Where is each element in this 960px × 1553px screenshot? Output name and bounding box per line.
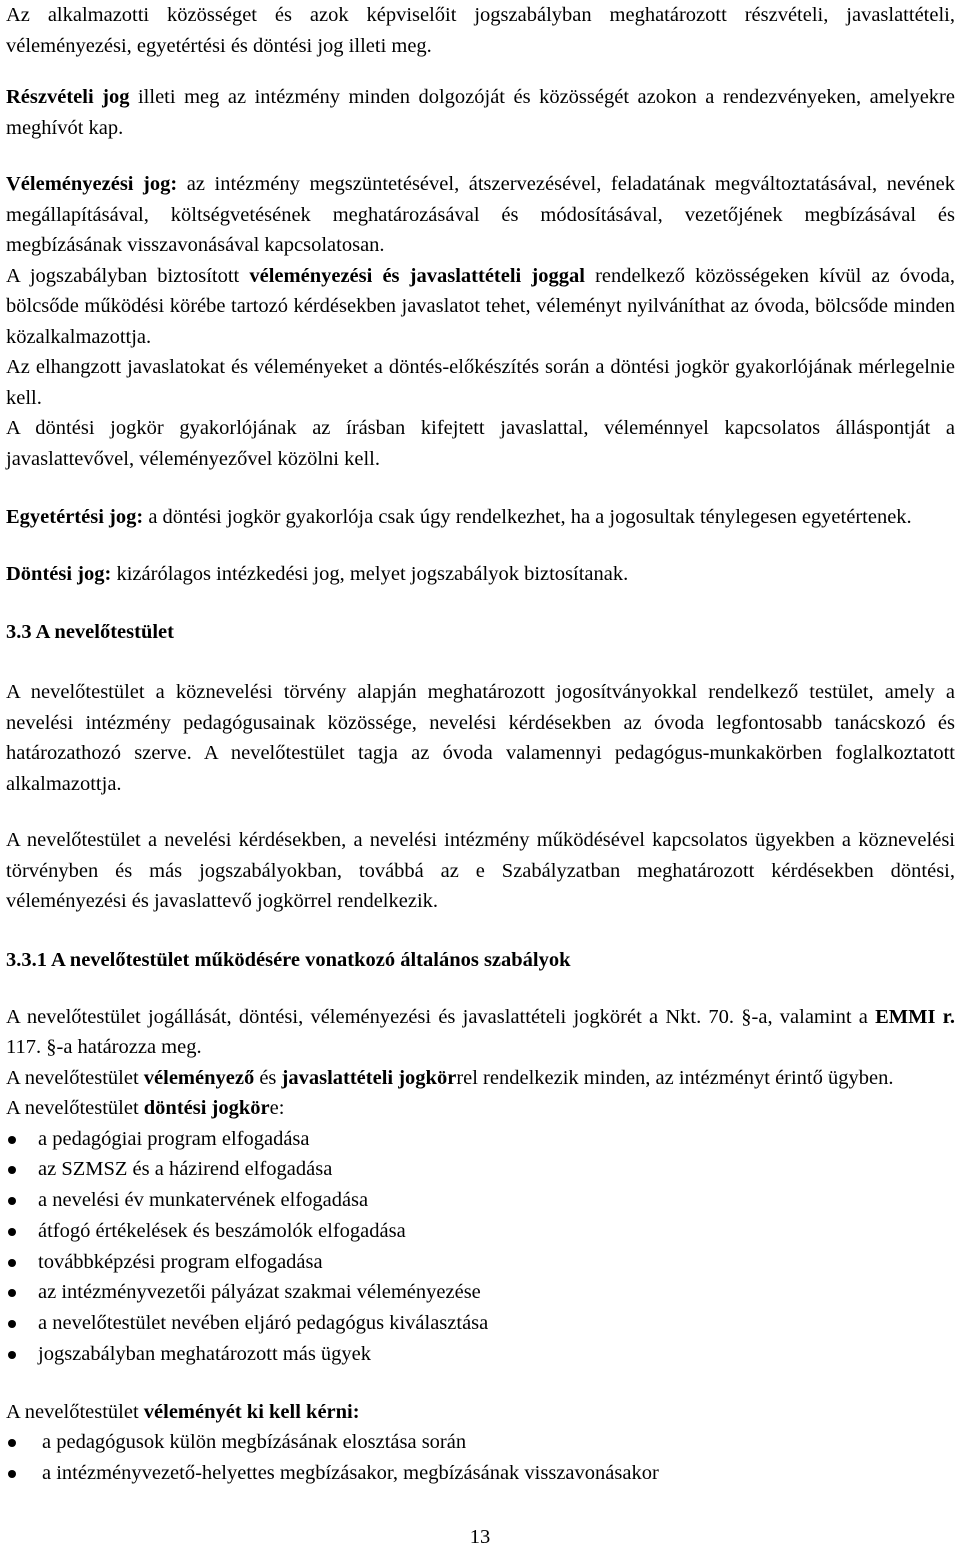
list-item: a pedagógusok külön megbízásának elosztása során	[6, 1427, 955, 1458]
text: A jogszabályban biztosított	[6, 264, 250, 287]
text: a döntési jogkör gyakorlója csak úgy rendelkezhet, ha a jogosultak ténylegesen egyetértenek.	[143, 506, 912, 528]
text: A nevelőtestület jogállását, döntési, véleményezési és javaslattételi jogkörét a Nkt. 70. §-a, valamint a	[6, 1005, 876, 1028]
text: illeti meg az intézmény minden dolgozóját és közösségét azokon a rendezvényeken, amelyekre meghívót kap.	[6, 86, 955, 139]
term-emmi: EMMI r.	[875, 1005, 955, 1028]
paragraph-decision-competence-intro	[6, 1093, 955, 1124]
list-item: a pedagógiai program elfogadása	[6, 1124, 955, 1155]
section-heading-3-3: 3.3 A nevelőtestület	[6, 621, 174, 643]
text: kizárólagos intézkedési jog, melyet jogszabályok biztosítanak.	[111, 562, 629, 585]
list-item: az intézményvezetői pályázat szakmai véleményezése	[6, 1277, 955, 1308]
paragraph-opinion-right	[6, 169, 955, 261]
paragraph-legal-status	[6, 1002, 955, 1063]
document-page	[6, 0, 955, 1489]
text: Az elhangzott javaslatokat és véleményeket a döntés-előkészítés során a döntési jogkör gyakorlójának mérlegelnie kell.	[6, 356, 955, 409]
paragraph-staff-definition	[6, 677, 955, 799]
text: A nevelőtestület a köznevelési törvény alapján meghatározott jogosítványokkal rendelkező testület, amely a nevelési intézmény pedagógusainak közössége, nevelési kérdésekben az óvoda legfontosabb tanácskozó és határozathozó szerve. A nevelőtestület tagja az óvoda valamennyi pedagógus-munkakörben foglalkoztatott alkalmazottja.	[6, 681, 955, 795]
term-opinion: véleményező	[143, 1066, 255, 1089]
text: Az alkalmazotti közösséget és azok képviselőit jogszabályban meghatározott részvételi, javaslattételi, véleményezési, egyetértési és döntési jog illeti meg.	[6, 4, 955, 57]
text: A döntési jogkör gyakorlójának az írásban kifejtett javaslattal, véleménnyel kapcsolatos álláspontját a javaslattevővel, véleményezővel közölni kell.	[6, 417, 955, 470]
decision-competence-list	[6, 1124, 955, 1370]
paragraph-proposal-right	[6, 261, 955, 353]
text: A nevelőtestület a nevelési kérdésekben, a nevelési intézmény működésével kapcsolatos ügyekben a köznevelési törvényben és más jogszabályokban, továbbá az e Szabályzatban meghatározott kérdésekben döntési, véleményezési és javaslattevő jogkörrel rendelkezik.	[6, 829, 955, 912]
text: A nevelőtestület	[6, 1097, 144, 1119]
term-opinion-proposal: véleményezési és javaslattételi joggal	[249, 264, 585, 287]
paragraph-consent-right	[6, 502, 955, 533]
text: A nevelőtestület	[6, 1066, 144, 1089]
text: 117. §-a határozza meg.	[6, 1036, 202, 1058]
text: A nevelőtestület	[6, 1400, 144, 1423]
term-opinion-right: Véleményezési jog:	[6, 173, 178, 195]
term-opinion-required: véleményét ki kell kérni:	[143, 1400, 360, 1423]
paragraph-opinion-required-intro	[6, 1397, 955, 1428]
term-decision-right: Döntési jog:	[6, 562, 112, 585]
list-item: jogszabályban meghatározott más ügyek	[6, 1339, 955, 1370]
list-item: továbbképzési program elfogadása	[6, 1247, 955, 1278]
section-heading-3-3-1: 3.3.1 A nevelőtestület működésére vonatkozó általános szabályok	[6, 948, 571, 971]
list-item: a nevelőtestület nevében eljáró pedagógus kiválasztása	[6, 1308, 955, 1339]
term-decision-competence: döntési jogkör	[143, 1097, 270, 1119]
text: rendelkező közösségeken kívül az óvoda, bölcsőde működési körébe tartozó kérdésekben javaslatot tehet, véleményt nyilváníthat az óvoda, bölcsőde minden közalkalmazottja.	[6, 264, 955, 348]
paragraph-participation-right	[6, 82, 955, 143]
list-item: a nevelési év munkatervének elfogadása	[6, 1185, 955, 1216]
text: és	[254, 1066, 282, 1089]
list-item: átfogó értékelések és beszámolók elfogadása	[6, 1216, 955, 1247]
text: e:	[269, 1097, 285, 1119]
term-proposal-competence: javaslattételi jogkör	[281, 1066, 457, 1089]
list-item: az SZMSZ és a házirend elfogadása	[6, 1154, 955, 1185]
paragraph-decision-right	[6, 559, 955, 590]
paragraph-staff-competence	[6, 825, 955, 917]
term-participation-right: Részvételi jog	[6, 86, 130, 108]
text: az intézmény megszüntetésével, átszervezésével, feladatának megváltoztatásával, nevének megállapításával, költségvetésének meghatározásával és módosításával, vezetőjének megbízásával és megbízásának visszavonásával kapcsolatosan.	[6, 173, 955, 256]
paragraph-rights-intro	[6, 0, 955, 61]
list-item: a intézményvezető-helyettes megbízásakor, megbízásának visszavonásakor	[6, 1458, 955, 1489]
page-number: 13	[469, 1526, 491, 1548]
text: rel rendelkezik minden, az intézményt érintő ügyben.	[456, 1066, 894, 1089]
opinion-required-list	[6, 1427, 955, 1489]
paragraph-proposals-weighing	[6, 352, 955, 413]
paragraph-position-communication	[6, 413, 955, 474]
paragraph-opinion-competence	[6, 1063, 955, 1094]
term-consent-right: Egyetértési jog:	[6, 506, 144, 528]
